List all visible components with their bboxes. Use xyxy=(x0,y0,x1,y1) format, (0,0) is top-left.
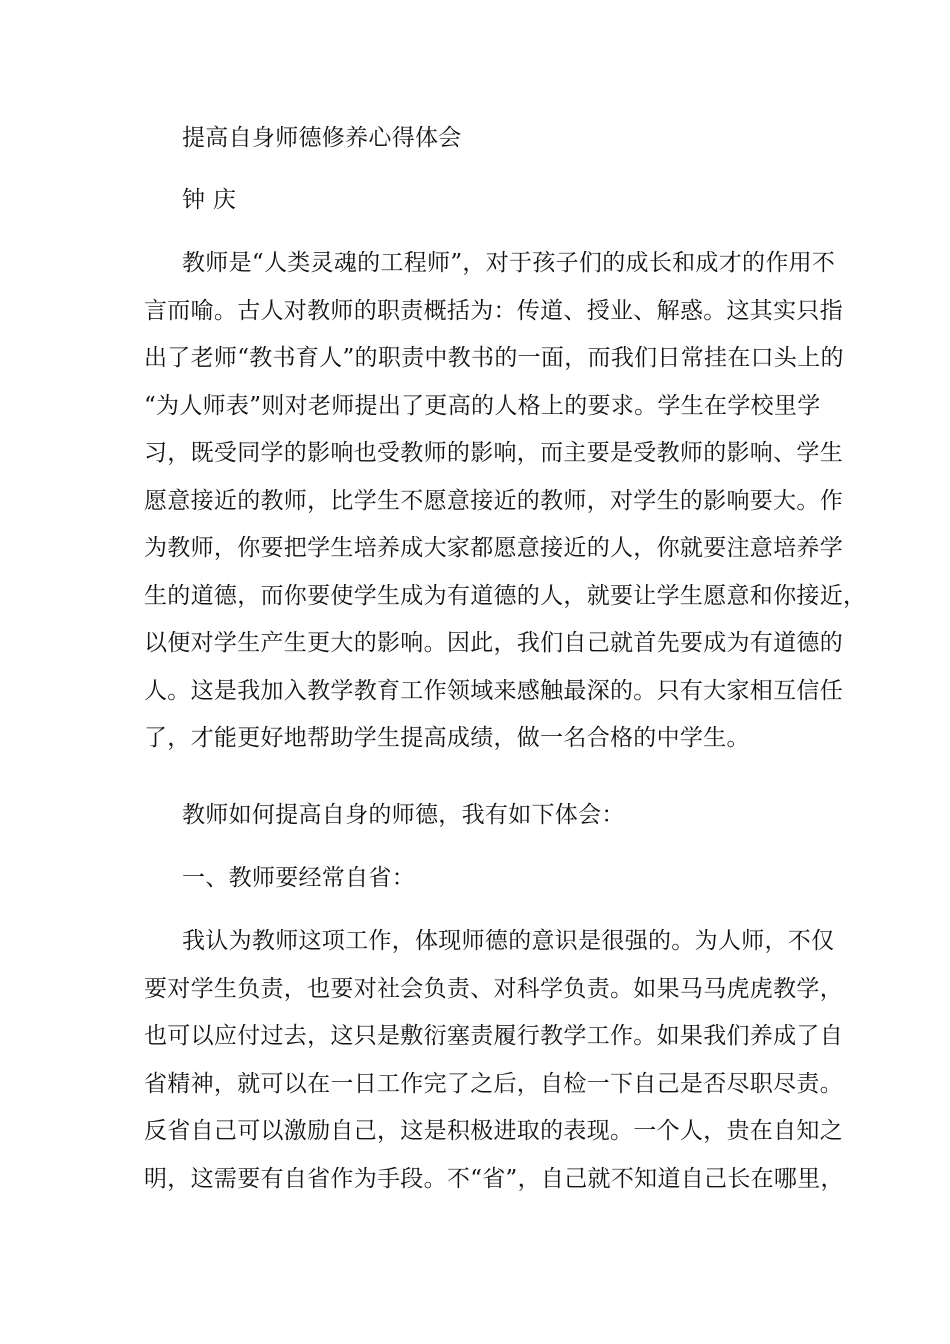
paragraph-line: 明，这需要有自省作为手段。不“省”，自己就不知道自己长在哪里， xyxy=(144,1166,844,1192)
paragraph-line: 言而喻。古人对教师的职责概括为：传道、授业、解惑。这其实只指 xyxy=(144,298,843,324)
paragraph-line: 我认为教师这项工作，体现师德的意识是很强的。为人师，不仅 xyxy=(182,928,835,954)
paragraph-line: 教师是“人类灵魂的工程师”，对于孩子们的成长和成才的作用不 xyxy=(182,250,836,276)
paragraph-line: “为人师表”则对老师提出了更高的人格上的要求。学生在学校里学 xyxy=(144,393,821,419)
paragraph-line: 要对学生负责，也要对社会负责、对科学负责。如果马马虎虎教学， xyxy=(144,976,843,1002)
paragraph-line: 愿意接近的教师，比学生不愿意接近的教师，对学生的影响要大。作 xyxy=(144,488,843,514)
paragraph-line: 教师如何提高自身的师德，我有如下体会： xyxy=(182,802,625,828)
paragraph-line: 习，既受同学的影响也受教师的影响，而主要是受教师的影响、学生 xyxy=(144,440,843,466)
paragraph-line: 以便对学生产生更大的影响。因此，我们自己就首先要成为有道德的 xyxy=(144,630,843,656)
paragraph-line: 人。这是我加入教学教育工作领域来感触最深的。只有大家相互信任 xyxy=(144,678,843,704)
paragraph-line: 生的道德，而你要使学生成为有道德的人，就要让学生愿意和你接近， xyxy=(144,583,867,609)
document-author: 钟 庆 xyxy=(182,187,237,213)
paragraph-line: 出了老师“教书育人”的职责中教书的一面，而我们日常挂在口头上的 xyxy=(144,345,844,371)
paragraph-line: 反省自己可以激励自己，这是积极进取的表现。一个人，贵在自知之 xyxy=(144,1118,843,1144)
document-title: 提高自身师德修养心得体会 xyxy=(182,125,462,151)
paragraph-line: 为教师，你要把学生培养成大家都愿意接近的人，你就要注意培养学 xyxy=(144,535,843,561)
paragraph-line: 也可以应付过去，这只是敷衍塞责履行教学工作。如果我们养成了自 xyxy=(144,1023,843,1049)
paragraph-line: 了，才能更好地帮助学生提高成绩，做一名合格的中学生。 xyxy=(144,725,750,751)
paragraph-line: 省精神，就可以在一日工作完了之后，自检一下自己是否尽职尽责。 xyxy=(144,1071,843,1097)
section-heading: 一、教师要经常自省： xyxy=(182,865,415,891)
